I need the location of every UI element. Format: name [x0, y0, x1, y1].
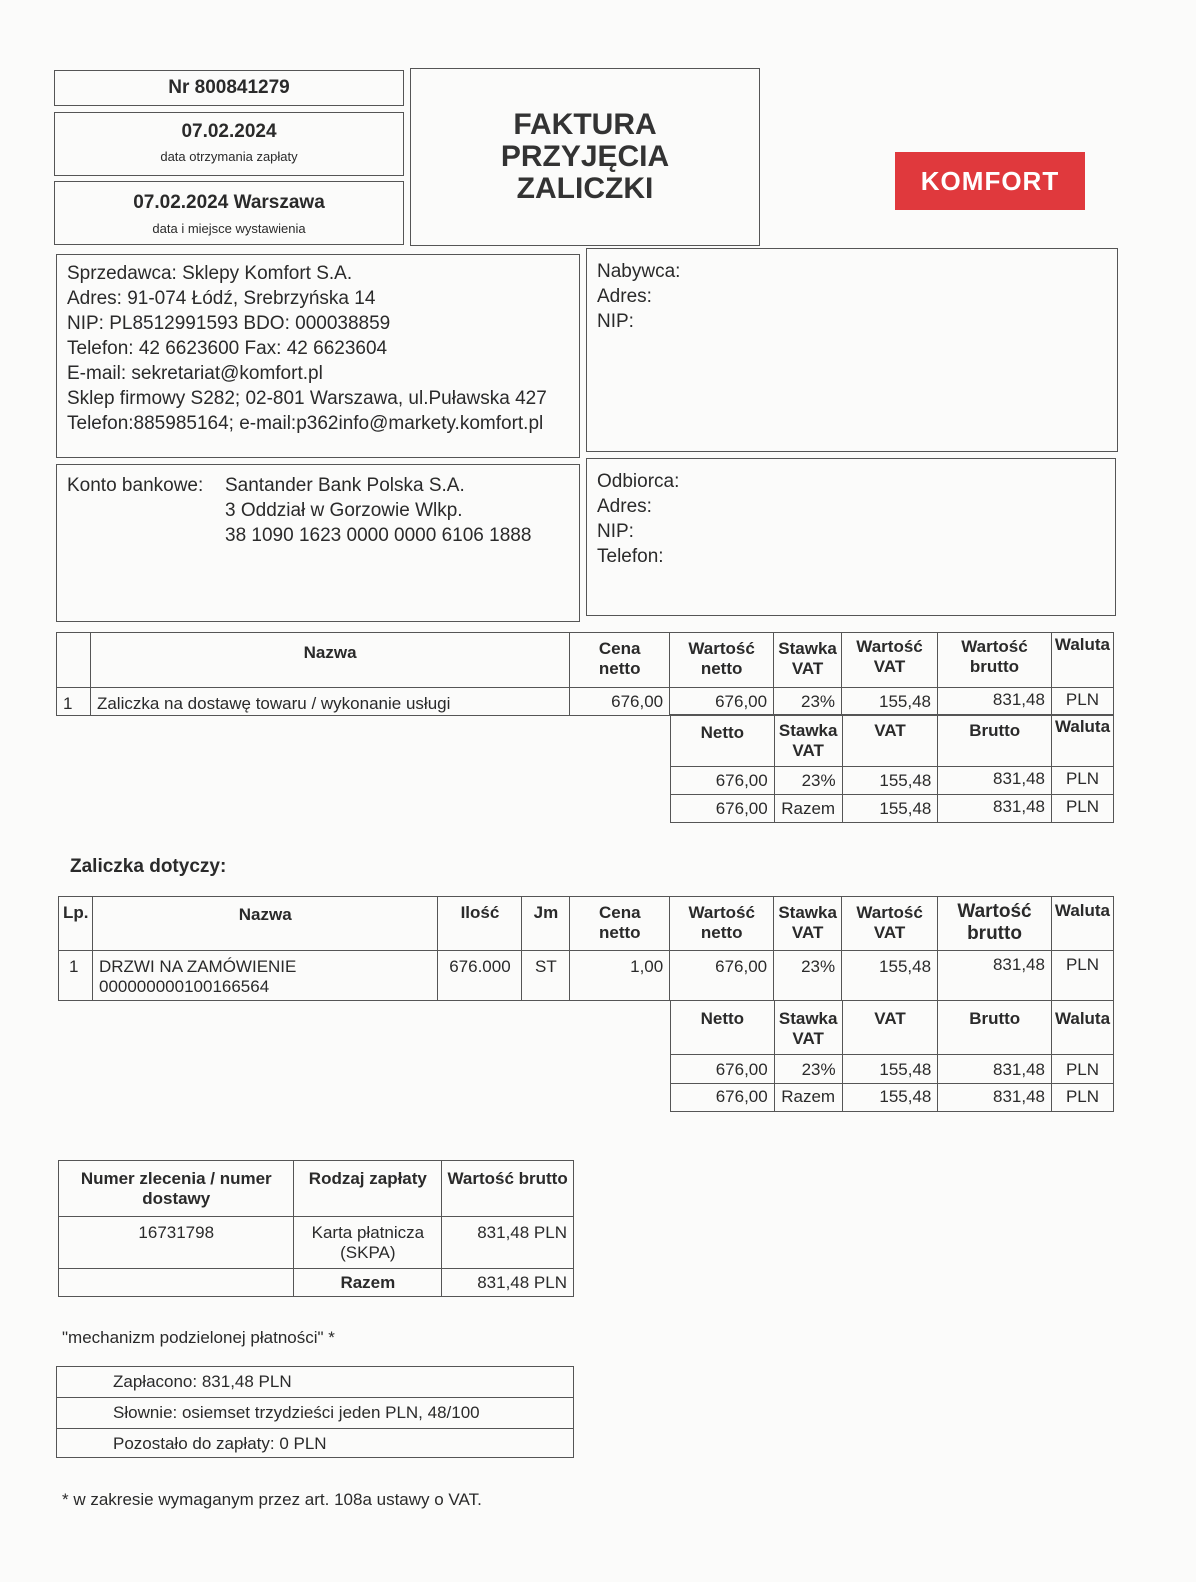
summary-row: 676,00 23% 155,48 831,48 PLN — [671, 767, 1114, 795]
payment-summary-box — [56, 1366, 574, 1458]
issue-date-box — [54, 181, 404, 245]
items-table — [58, 896, 1114, 1001]
section-title: Zaliczka dotyczy: — [70, 856, 227, 877]
recipient-phone-label: Telefon: — [597, 546, 664, 567]
remaining-amount: Pozostało do zapłaty: 0 PLN — [113, 1434, 327, 1453]
bank-details: Santander Bank Polska S.A. 3 Oddział w Gorzowie Wlkp. 38 1090 1623 0000 0000 6106 1888 — [225, 475, 532, 546]
total-row: Razem 831,48 PLN — [59, 1269, 574, 1297]
buyer-name-label: Nabywca: — [597, 261, 681, 282]
issue-date-place: 07.02.2024 Warszawa — [133, 192, 325, 213]
advance-summary-table — [670, 714, 1114, 823]
seller-phone: Telefon: 42 6623600 Fax: 42 6623604 — [67, 338, 388, 359]
seller-shop: Sklep firmowy S282; 02-801 Warszawa, ul.Puławska 427 — [67, 388, 547, 409]
col-wartosc-brutto: Wartość brutto — [938, 633, 1052, 688]
payment-date-box — [54, 112, 404, 176]
payment-date: 07.02.2024 — [181, 121, 277, 142]
seller-address: Adres: 91-074 Łódź, Srebrzyńska 14 — [67, 288, 376, 309]
amount-in-words: Słownie: osiemset trzydzieści jeden PLN, 48/100 — [57, 1398, 573, 1429]
col-wartosc-vat: Wartość VAT — [842, 633, 938, 688]
recipient-box — [586, 458, 1116, 616]
paid-amount: Zapłacono: 831,48 PLN — [57, 1367, 573, 1398]
seller-email: E-mail: sekretariat@komfort.pl — [67, 363, 323, 384]
col-nazwa: Nazwa — [90, 633, 569, 688]
issue-date-place-label: data i miejsce wystawienia — [152, 221, 306, 236]
split-payment-note: "mechanizm podzielonej płatności" * — [62, 1328, 335, 1347]
table-row: 1 DRZWI NA ZAMÓWIENIE 000000000100166564 676.000 ST 1,00 676,00 23% 155,48 831,48 PLN — [59, 951, 1114, 1001]
summary-header-row: Netto Stawka VAT VAT Brutto Waluta — [671, 1001, 1114, 1055]
table-header-row: Lp. Nazwa Ilość Jm Cena netto Wartość netto Stawka VAT Wartość VAT Wartość brutto Waluta — [59, 897, 1114, 951]
table-header-row: Numer zlecenia / numer dostawy Rodzaj zapłaty Wartość brutto — [59, 1161, 574, 1217]
buyer-box — [586, 248, 1118, 452]
total-row: 676,00 Razem 155,48 831,48 PLN — [671, 1084, 1114, 1112]
title-box — [410, 68, 760, 246]
buyer-address-label: Adres: — [597, 286, 652, 307]
seller-box — [56, 254, 580, 458]
table-header-row — [57, 633, 1114, 688]
summary-header-row: Netto Stawka VAT VAT Brutto Waluta — [671, 715, 1114, 767]
seller-nip: NIP: PL8512991593 BDO: 000038859 — [67, 313, 391, 334]
col-stawka-vat: Stawka VAT — [774, 633, 842, 688]
table-row: 1 Zaliczka na dostawę towaru / wykonanie usługi 676,00 676,00 23% 155,48 831,48 PLN — [57, 688, 1114, 716]
komfort-logo: KOMFORT — [895, 152, 1085, 210]
buyer-nip-label: NIP: — [597, 311, 634, 332]
invoice-number: Nr 800841279 — [168, 77, 290, 98]
recipient-address-label: Adres: — [597, 496, 652, 517]
summary-row: 676,00 23% 155,48 831,48 PLN — [671, 1055, 1114, 1084]
recipient-nip-label: NIP: — [597, 521, 634, 542]
footnote: * w zakresie wymaganym przez art. 108a ustawy o VAT. — [62, 1490, 482, 1509]
col-wartosc-netto: Wartość netto — [670, 633, 774, 688]
document-title: FAKTURA PRZYJĘCIA ZALICZKI — [500, 108, 670, 205]
payment-table — [58, 1160, 574, 1297]
table-row: 16731798 Karta płatnicza (SKPA) 831,48 PLN — [59, 1217, 574, 1269]
recipient-name-label: Odbiorca: — [597, 471, 680, 492]
col-cena-netto: Cena netto — [570, 633, 670, 688]
bank-box — [56, 464, 580, 622]
seller-name: Sprzedawca: Sklepy Komfort S.A. — [67, 263, 353, 284]
total-row: 676,00 Razem 155,48 831,48 PLN — [671, 795, 1114, 823]
advance-table — [56, 632, 1114, 716]
seller-shop-contact: Telefon:885985164; e-mail:p362info@markety.komfort.pl — [67, 413, 544, 434]
bank-label: Konto bankowe: — [67, 475, 204, 496]
items-summary-table — [670, 1000, 1114, 1112]
payment-date-label: data otrzymania zapłaty — [160, 149, 298, 164]
invoice-number-box — [54, 70, 404, 106]
col-waluta: Waluta — [1051, 633, 1113, 688]
